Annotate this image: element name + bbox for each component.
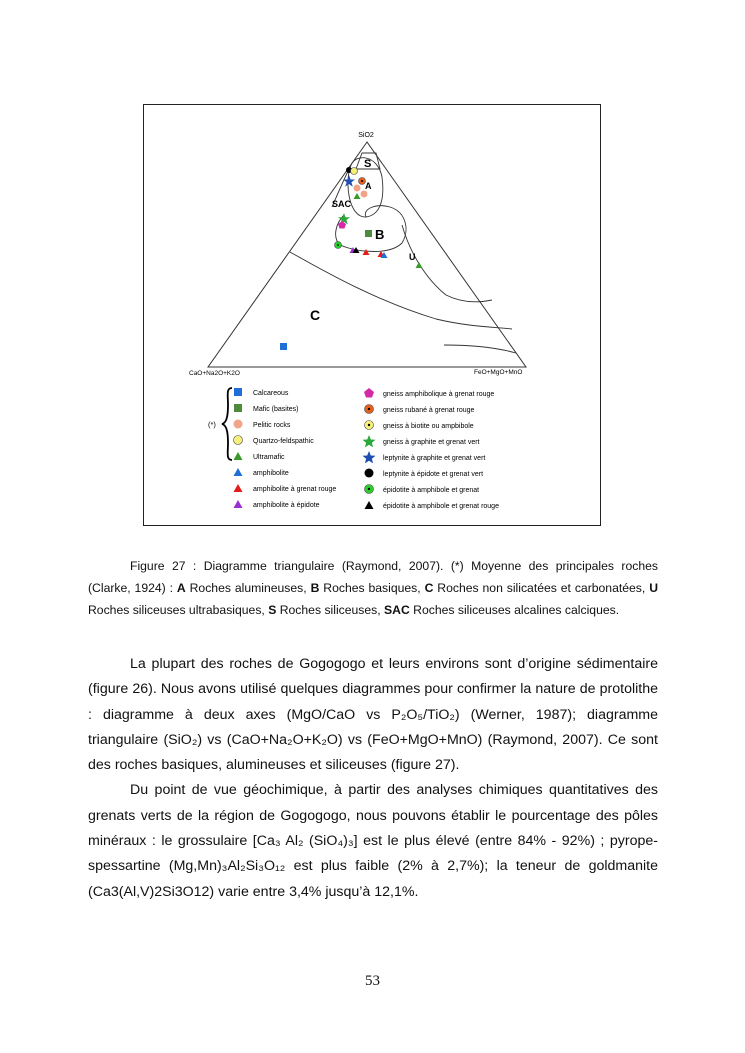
field-boundary-U: [402, 225, 492, 302]
region-label-SAC: SAC: [332, 199, 352, 209]
point-ultramafic-1: [354, 193, 361, 199]
region-label-B: B: [375, 227, 385, 242]
legend-marker-circle: [365, 469, 374, 478]
point-quartzo-feldspathic: [351, 168, 358, 175]
legend-label: gneiss rubané à grenat rouge: [383, 407, 475, 414]
legend-label: gneiss à graphite et grenat vert: [383, 439, 480, 446]
body-text: [88, 652, 658, 905]
legend-marker-dot: [368, 424, 370, 426]
legend-item-ultramafic: [234, 452, 286, 461]
point-mafic: [365, 230, 372, 237]
legend-item-mafic: [234, 404, 299, 413]
legend-marker-square: [234, 404, 242, 412]
caption-line1: Diagramme triangulaire (Raymond, 2007). (*) Moyenne des principales roches (Clarke, 1924) :: [88, 559, 658, 595]
legend-label: leptynite à épidote et grenat vert: [383, 471, 484, 478]
legend-bracket-label: (*): [208, 420, 216, 429]
legend-label: Ultramafic: [253, 454, 285, 461]
field-boundary-C-upper: [290, 252, 512, 329]
region-label-S: S: [364, 158, 372, 170]
apex-label-sio2: SiO2: [358, 132, 374, 139]
legend-bracket: [222, 388, 232, 460]
caption-desc-U: Roches siliceuses ultrabasiques,: [88, 603, 269, 617]
point-gneiss-rubane-dot: [361, 180, 363, 182]
field-boundary-B: [336, 206, 406, 252]
ternary-diagram-svg: [144, 105, 602, 527]
legend-item-amphibolite-grenat-rouge: [234, 484, 337, 493]
paragraph-2: Du point de vue géochimique, à partir des analyses chimiques quantitatives des grenats verts de la région de Gogogogo, nous pouvons établir le pourcentage des pôles minéraux : le grossulaire [Ca₃ Al₂ (SiO₄)₃] est le plus élevé (entre 84% - 92%) ; pyrope-spessartine (Mg,Mn)₃Al₂Si₃O₁₂ est plus faible (2% à 2,7%); la teneur de goldmanite (Ca3(Al,V)2Si3O12) varie entre 3,4% jusqu’à 12,1%.: [88, 782, 658, 900]
paragraph-1: La plupart des roches de Gogogogo et leurs environs sont d’origine sédimentaire (figure 26). Nous avons utilisé quelques diagrammes pour confirmer la nature de protolithe : diagramme à deux axes (MgO/CaO vs P₂O₅/TiO₂) (Werner, 1987); diagramme triangulaire (SiO₂) vs (CaO+Na₂O+K₂O) vs (FeO+MgO+MnO) (Raymond, 2007). Ce sont des roches basiques, alumineuses et siliceuses (figure 27).: [88, 656, 658, 774]
legend-label: épidotite à amphibole et grenat: [383, 487, 480, 494]
legend-marker-triangle: [234, 452, 243, 460]
legend-marker-circle: [234, 420, 243, 429]
legend-marker-square: [234, 388, 242, 396]
legend-label: Calcareous: [253, 390, 289, 397]
caption-desc-A: Roches alumineuses,: [185, 581, 311, 595]
legend-label: Pelitic rocks: [253, 422, 291, 429]
point-amphibolite-grenat-1: [363, 249, 370, 255]
legend-item-pelitic: [234, 420, 291, 430]
legend-label: Quartzo-feldspathic: [253, 438, 314, 445]
point-calcareous: [280, 343, 287, 350]
legend-label: amphibolite à épidote: [253, 502, 320, 509]
legend-item-amphibolite: [234, 468, 289, 477]
point-pelitic-rocks-1: [354, 185, 361, 192]
page-number: 53: [365, 973, 380, 989]
caption-desc-S: Roches siliceuses,: [276, 603, 385, 617]
legend-marker-triangle: [234, 500, 243, 508]
legend-marker-triangle: [234, 484, 243, 492]
field-boundary-lower-right: [444, 345, 516, 353]
caption-key-SAC: SAC: [384, 603, 410, 617]
legend-item-amphibolite-epidote: [234, 500, 320, 509]
region-label-A: A: [365, 181, 372, 191]
caption-desc-SAC: Roches siliceuses alcalines calciques.: [409, 603, 620, 617]
caption-key-A: A: [176, 581, 186, 595]
point-ultramafic-2: [416, 262, 423, 268]
legend-item-gneiss-rubane: [365, 405, 475, 415]
caption-key-B: B: [310, 581, 320, 595]
legend-marker-triangle: [365, 501, 374, 509]
apex-label-cao-na2o-k2o: CaO+Na2O+K2O: [189, 370, 240, 377]
legend-marker-pentagon: [364, 388, 374, 398]
legend-marker-dot: [368, 408, 370, 410]
legend-item-gneiss-amphibolique: [364, 388, 494, 398]
figure-27-ternary-diagram: [143, 104, 601, 526]
legend-item-epidotite-grenat: [365, 485, 480, 495]
legend-item-quartzo-feldspathic: [234, 436, 315, 446]
point-leptynite-graphite: [343, 175, 355, 187]
legend-marker-star: [363, 435, 376, 447]
legend-marker-star: [363, 451, 376, 463]
legend-item-gneiss-graphite: [363, 435, 480, 447]
caption-desc-B: Roches basiques,: [319, 581, 425, 595]
legend-item-leptynite-epidote: [365, 469, 484, 479]
point-epidotite-dot: [337, 244, 339, 246]
caption-key-U: U: [649, 581, 658, 595]
caption-text: [88, 555, 658, 621]
legend-label: leptynite à graphite et grenat vert: [383, 455, 486, 462]
legend-left-column: [234, 388, 337, 509]
region-label-C: C: [310, 307, 321, 323]
caption-desc-C: Roches non silicatées et carbonatées,: [433, 581, 650, 595]
legend-label: épidotite à amphibole et grenat rouge: [383, 503, 499, 510]
legend-marker-triangle: [234, 468, 243, 476]
legend-label: amphibolite: [253, 470, 289, 477]
legend-marker-circle: [234, 436, 243, 445]
legend-item-leptynite-graphite: [363, 451, 486, 463]
point-pelitic-rocks-2: [361, 191, 368, 198]
legend-marker-dot: [368, 488, 370, 490]
caption-figure-number: Figure 27 :: [130, 559, 204, 573]
legend-item-calcareous: [234, 388, 289, 397]
apex-label-feo-mgo-mno: FeO+MgO+MnO: [474, 369, 523, 376]
legend-label: amphibolite à grenat rouge: [253, 486, 337, 493]
caption-key-S: S: [268, 603, 277, 617]
region-label-U: U: [409, 252, 416, 262]
legend-item-gneiss-biotite: [365, 421, 474, 431]
caption-key-C: C: [424, 581, 434, 595]
legend-label: Mafic (basites): [253, 406, 299, 413]
figure-caption: [88, 555, 658, 621]
legend-right-column: [363, 388, 500, 510]
legend-item-epidotite-grenat-rouge: [365, 501, 500, 510]
legend-label: gneiss à biotite ou ampbibole: [383, 423, 474, 430]
legend-label: gneiss amphibolique à grenat rouge: [383, 391, 495, 398]
